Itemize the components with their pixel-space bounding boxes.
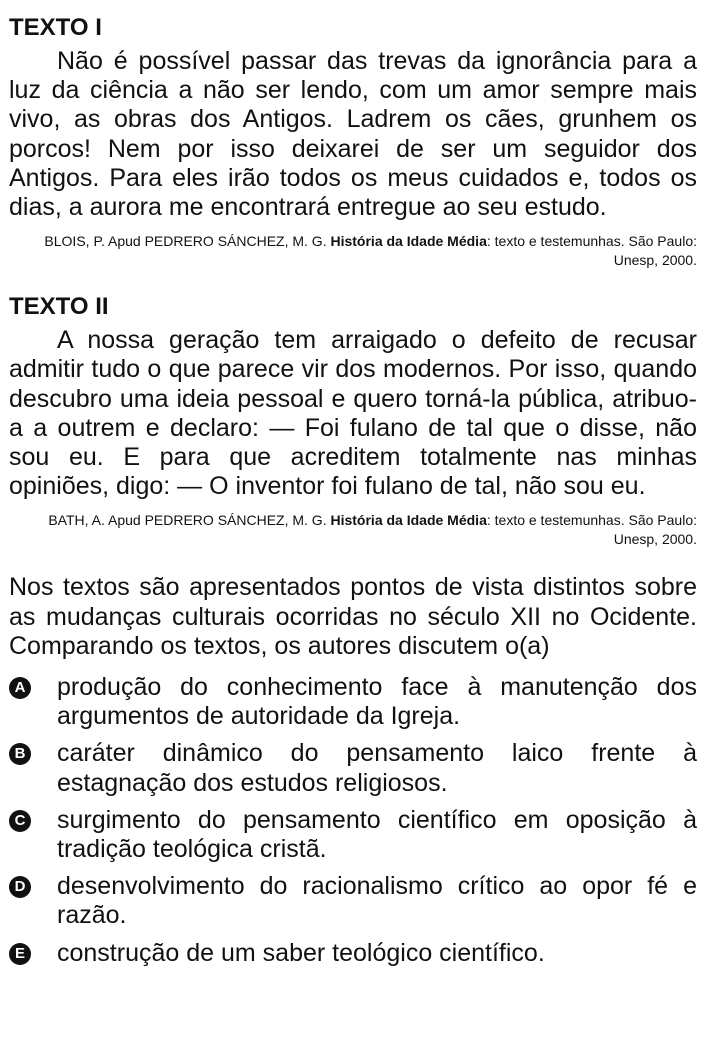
texto-1-heading: TEXTO I bbox=[9, 14, 102, 41]
texto-2-heading: TEXTO II bbox=[9, 293, 109, 321]
citation-book-title: História da Idade Média bbox=[330, 233, 487, 250]
option-letter-badge-icon: A bbox=[9, 677, 31, 699]
option-d[interactable] bbox=[9, 872, 697, 930]
option-text: surgimento do pensamento científico em oposição à tradição teológica cristã. bbox=[57, 805, 697, 864]
option-b[interactable] bbox=[9, 739, 697, 797]
citation-author: BATH, A. Apud PEDRERO SÁNCHEZ, M. G. bbox=[48, 512, 331, 529]
citation-publisher: : texto e testemunhas. São Paulo: Unesp, 2000. bbox=[486, 512, 697, 548]
option-letter-badge-icon: B bbox=[9, 743, 31, 765]
option-letter-badge-icon: D bbox=[9, 876, 31, 898]
citation-publisher: : texto e testemunhas. São Paulo: Unesp, 2000. bbox=[486, 233, 697, 269]
option-text: produção do conhecimento face à manutenção dos argumentos de autoridade da Igreja. bbox=[57, 673, 697, 731]
texto-1-citation bbox=[9, 232, 697, 270]
texto-1-passage: Não é possível passar das trevas da ignorância para a luz da ciência a não ser lendo, com um amor sempre mais vivo, as obras dos Antigos. Ladrem os cães, grunhem os porcos! Nem por isso deixarei de ser um seguidor dos Antigos. Para eles irão todos os meus cuidados e, todos os dias, a aurora me encontrará entregue ao seu estudo. bbox=[9, 47, 697, 222]
option-letter-badge-icon: C bbox=[9, 810, 31, 832]
citation-book-title: História da Idade Média bbox=[330, 512, 487, 529]
option-a[interactable] bbox=[9, 673, 697, 731]
exam-question bbox=[9, 0, 697, 976]
option-c[interactable] bbox=[9, 806, 697, 864]
option-text: caráter dinâmico do pensamento laico frente à estagnação dos estudos religiosos. bbox=[57, 739, 697, 797]
option-letter-badge-icon: E bbox=[9, 943, 31, 965]
answer-options bbox=[9, 673, 697, 968]
question-stem: Nos textos são apresentados pontos de vista distintos sobre as mudanças culturais ocorridas no século XII no Ocidente. Comparando os textos, os autores discutem o(a) bbox=[9, 573, 697, 660]
option-text: construção de um saber teológico científico. bbox=[57, 938, 545, 967]
citation-author: BLOIS, P. Apud PEDRERO SÁNCHEZ, M. G. bbox=[44, 233, 331, 250]
option-text: desenvolvimento do racionalismo crítico ao opor fé e razão. bbox=[57, 872, 697, 930]
option-e[interactable] bbox=[9, 939, 697, 968]
texto-2-passage: A nossa geração tem arraigado o defeito de recusar admitir tudo o que parece vir dos modernos. Por isso, quando descubro uma ideia pessoal e quero torná-la pública, atribuo-a a outrem e declaro: — Foi fulano de tal que o disse, não sou eu. E para que acreditem totalmente nas minhas opiniões, digo: — O inventor foi fulano de tal, não sou eu. bbox=[9, 326, 697, 501]
texto-2-citation bbox=[9, 511, 697, 549]
